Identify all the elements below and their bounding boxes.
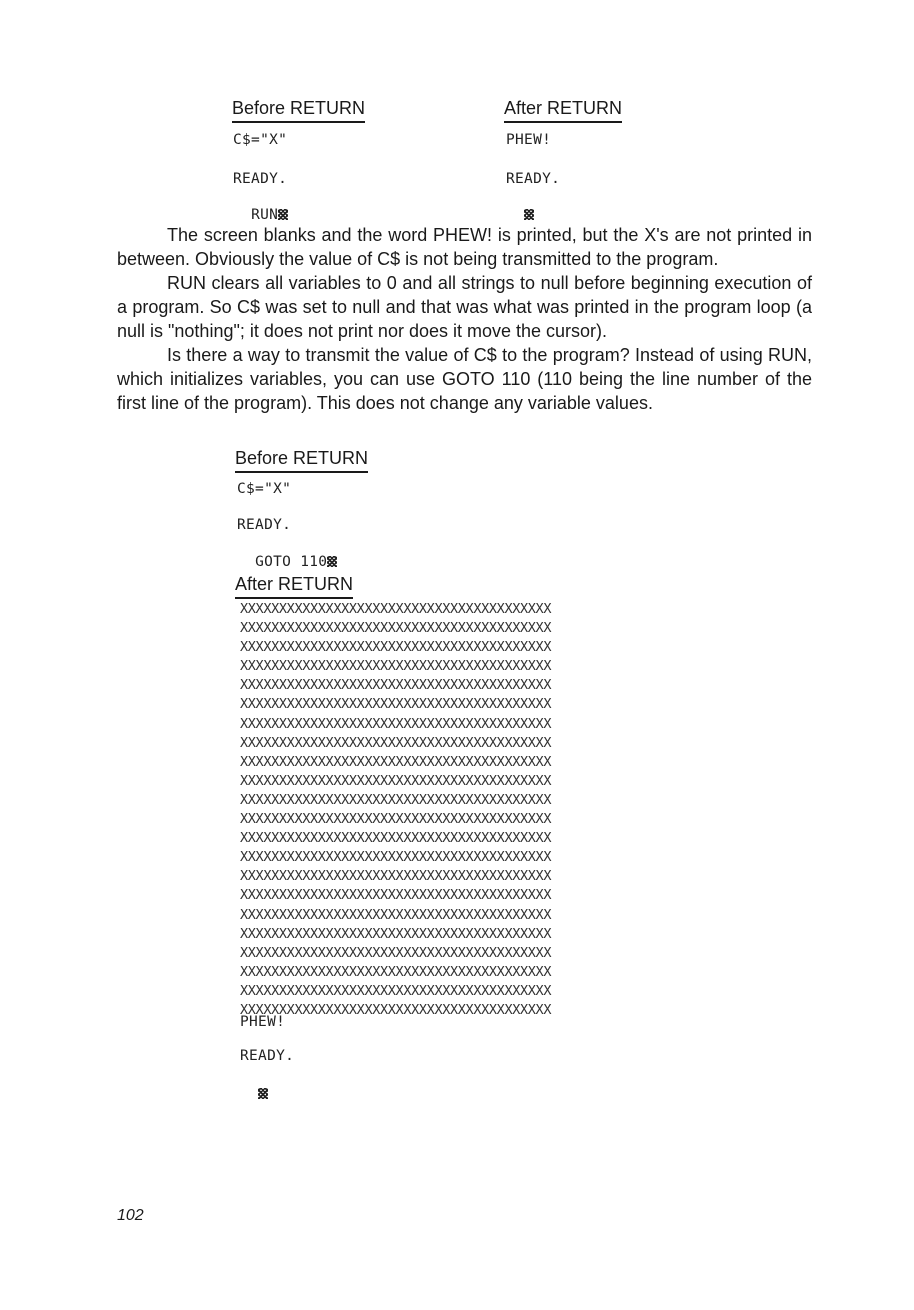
after2-code-line-phew: PHEW! xyxy=(240,1014,286,1030)
x-row: XXXXXXXXXXXXXXXXXXXXXXXXXXXXXXXXXXXXXXXX xyxy=(240,791,552,808)
cursor-icon xyxy=(258,1088,268,1099)
x-row: XXXXXXXXXXXXXXXXXXXXXXXXXXXXXXXXXXXXXXXX xyxy=(240,1001,552,1018)
x-row: XXXXXXXXXXXXXXXXXXXXXXXXXXXXXXXXXXXXXXXX xyxy=(240,849,552,866)
page-number: 102 xyxy=(117,1207,144,1224)
after-return-heading: After RETURN xyxy=(504,97,622,123)
x-row: XXXXXXXXXXXXXXXXXXXXXXXXXXXXXXXXXXXXXXXX xyxy=(240,830,552,847)
paragraph: RUN clears all variables to 0 and all strings to null before beginning execution of a program. So C$ was set to null and that was what was printed in the program loop (a null is "nothing"; it does not print nor does it move the cursor). xyxy=(117,273,812,341)
goto-command: GOTO 110 xyxy=(255,554,328,570)
x-row: XXXXXXXXXXXXXXXXXXXXXXXXXXXXXXXXXXXXXXXX xyxy=(240,868,552,885)
after-code-line-phew: PHEW! xyxy=(506,132,552,148)
cursor-icon xyxy=(524,209,534,220)
x-row: XXXXXXXXXXXXXXXXXXXXXXXXXXXXXXXXXXXXXXXX xyxy=(240,601,552,617)
after-code-cursor xyxy=(506,188,534,224)
cursor-icon xyxy=(278,209,288,220)
after-return-heading-2: After RETURN xyxy=(235,573,353,599)
x-row: XXXXXXXXXXXXXXXXXXXXXXXXXXXXXXXXXXXXXXXX xyxy=(240,944,552,961)
x-row: XXXXXXXXXXXXXXXXXXXXXXXXXXXXXXXXXXXXXXXX xyxy=(240,677,552,694)
x-row: XXXXXXXXXXXXXXXXXXXXXXXXXXXXXXXXXXXXXXXX xyxy=(240,963,552,980)
after2-code-cursor xyxy=(240,1067,268,1103)
before2-code-line-assign: C$="X" xyxy=(237,481,292,497)
x-row: XXXXXXXXXXXXXXXXXXXXXXXXXXXXXXXXXXXXXXXX xyxy=(240,811,552,828)
x-row: XXXXXXXXXXXXXXXXXXXXXXXXXXXXXXXXXXXXXXXX xyxy=(240,753,552,770)
x-output-block xyxy=(240,600,700,1020)
before-code-line-assign: C$="X" xyxy=(233,132,288,148)
before-return-heading: Before RETURN xyxy=(232,97,365,123)
run-command: RUN xyxy=(251,207,279,223)
cursor-icon xyxy=(327,556,337,567)
before2-code-line-goto xyxy=(237,535,337,571)
before-code-line-ready: READY. xyxy=(233,171,288,187)
before2-code-line-ready: READY. xyxy=(237,517,292,533)
x-row: XXXXXXXXXXXXXXXXXXXXXXXXXXXXXXXXXXXXXXXX xyxy=(240,906,552,923)
x-row: XXXXXXXXXXXXXXXXXXXXXXXXXXXXXXXXXXXXXXXX xyxy=(240,887,552,904)
after2-code-line-ready: READY. xyxy=(240,1048,295,1064)
paragraph: Is there a way to transmit the value of C$ to the program? Instead of using RUN, which initializes variables, you can use GOTO 110 (110 being the line number of the first line of the program). This does not change any variable values. xyxy=(117,345,812,413)
after-code-line-ready: READY. xyxy=(506,171,561,187)
body-text xyxy=(117,223,812,415)
before-code-line-run xyxy=(233,188,288,224)
before-return-heading-2: Before RETURN xyxy=(235,447,368,473)
x-row: XXXXXXXXXXXXXXXXXXXXXXXXXXXXXXXXXXXXXXXX xyxy=(240,639,552,656)
x-row: XXXXXXXXXXXXXXXXXXXXXXXXXXXXXXXXXXXXXXXX xyxy=(240,772,552,789)
paragraph: The screen blanks and the word PHEW! is printed, but the X's are not printed in between. Obviously the value of C$ is not being transmitted to the program. xyxy=(117,225,812,269)
x-row: XXXXXXXXXXXXXXXXXXXXXXXXXXXXXXXXXXXXXXXX xyxy=(240,734,552,751)
x-row: XXXXXXXXXXXXXXXXXXXXXXXXXXXXXXXXXXXXXXXX xyxy=(240,925,552,942)
x-row: XXXXXXXXXXXXXXXXXXXXXXXXXXXXXXXXXXXXXXXX xyxy=(240,658,552,675)
x-row: XXXXXXXXXXXXXXXXXXXXXXXXXXXXXXXXXXXXXXXX xyxy=(240,715,552,732)
x-row: XXXXXXXXXXXXXXXXXXXXXXXXXXXXXXXXXXXXXXXX xyxy=(240,982,552,999)
x-row: XXXXXXXXXXXXXXXXXXXXXXXXXXXXXXXXXXXXXXXX xyxy=(240,696,552,713)
x-row: XXXXXXXXXXXXXXXXXXXXXXXXXXXXXXXXXXXXXXXX xyxy=(240,620,552,637)
